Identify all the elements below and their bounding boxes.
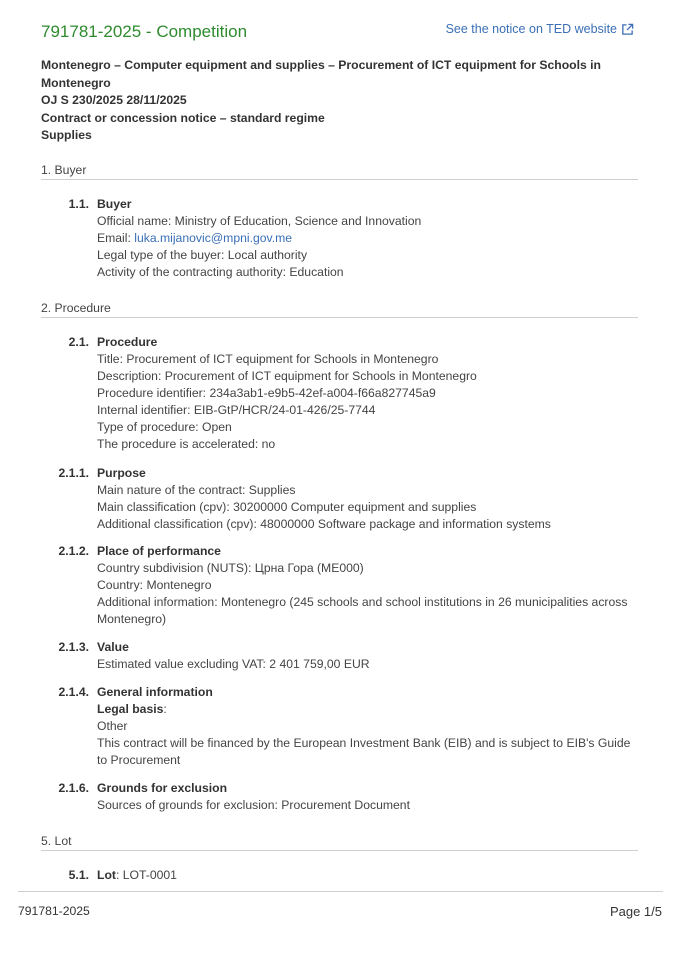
- subsection-title: Place of performance: [97, 544, 221, 558]
- procedure-description: Description: Procurement of ICT equipment for Schools in Montenegro: [97, 369, 477, 383]
- legal-basis-line: [97, 701, 637, 718]
- external-link-icon: [621, 23, 634, 36]
- buyer-official-name: Official name: Ministry of Education, Science and Innovation: [97, 214, 422, 228]
- procedure-accelerated: The procedure is accelerated: no: [97, 437, 276, 451]
- procedure-internal-identifier: Internal identifier: EIB-GtP/HCR/24-01-426/25-7744: [97, 403, 376, 417]
- financing-info: This contract will be financed by the European Investment Bank (EIB) and is subject to EIB's Guide to Procurement: [97, 736, 631, 767]
- subsection-number: 2.1.: [68, 335, 89, 349]
- footer-page-number: Page 1/5: [609, 904, 662, 919]
- email-label: Email:: [97, 231, 135, 245]
- subsection-title: General information: [97, 685, 213, 699]
- footer-notice-id: 791781-2025: [18, 904, 90, 918]
- subsection-number: 2.1.1.: [58, 466, 89, 480]
- place-nuts: Country subdivision (NUTS): Црна Гора (ME000): [97, 561, 364, 575]
- section-procedure-heading: 2. Procedure: [41, 301, 638, 318]
- subsection-body: [97, 684, 637, 769]
- purpose-additional-classification: Additional classification (cpv): 48000000 Software package and information systems: [97, 517, 551, 531]
- subsection-number: 5.1.: [68, 868, 89, 882]
- notice-subject: Montenegro – Computer equipment and supplies – Procurement of ICT equipment for Schools in Montenegro: [41, 58, 601, 90]
- buyer-email-line: [97, 230, 637, 247]
- notice-type: Contract or concession notice – standard regime: [41, 110, 325, 125]
- ted-notice-link[interactable]: [446, 22, 634, 36]
- subsection-title: Grounds for exclusion: [97, 781, 228, 795]
- subsection-body: [97, 334, 637, 453]
- grounds-source: Sources of grounds for exclusion: Procurement Document: [97, 798, 410, 812]
- section-buyer-heading: 1. Buyer: [41, 163, 638, 180]
- buyer-activity: Activity of the contracting authority: Education: [97, 265, 344, 279]
- subsection-number: 2.1.4.: [58, 685, 89, 699]
- notice-nature: Supplies: [41, 128, 92, 142]
- page-title: 791781-2025 - Competition: [41, 22, 248, 41]
- lot-label: Lot: [97, 868, 116, 882]
- legal-basis-value: Other: [97, 719, 128, 733]
- subsection-body: [97, 639, 637, 673]
- subsection-title: Procedure: [97, 335, 158, 349]
- procedure-title: Title: Procurement of ICT equipment for Schools in Montenegro: [97, 352, 439, 366]
- subsection-body: [97, 196, 637, 281]
- notice-oj-reference: OJ S 230/2025 28/11/2025: [41, 93, 187, 107]
- procedure-type: Type of procedure: Open: [97, 420, 232, 434]
- subsection-body: [97, 867, 637, 884]
- estimated-value: Estimated value excluding VAT: 2 401 759,00 EUR: [97, 657, 370, 671]
- buyer-legal-type: Legal type of the buyer: Local authority: [97, 248, 308, 262]
- subsection-number: 2.1.3.: [58, 640, 89, 654]
- section-lot-heading: 5. Lot: [41, 834, 638, 851]
- place-additional-info: Additional information: Montenegro (245 schools and school institutions in 26 municipalities across Montenegro): [97, 595, 628, 626]
- subsection-number: 1.1.: [68, 197, 89, 211]
- notice-heading: [41, 57, 641, 145]
- subsection-body: [97, 543, 637, 628]
- subsection-body: [97, 780, 637, 814]
- subsection-body: [97, 465, 637, 533]
- subsection-number: 2.1.6.: [58, 781, 89, 795]
- legal-basis-label: Legal basis: [97, 702, 164, 716]
- lot-value: : LOT-0001: [115, 868, 177, 882]
- procedure-identifier: Procedure identifier: 234a3ab1-e9b5-42ef-a004-f66a827745a9: [97, 386, 436, 400]
- subsection-title: Value: [97, 640, 129, 654]
- ted-link-label: See the notice on TED website: [445, 22, 617, 36]
- footer-divider: [18, 891, 663, 892]
- purpose-main-nature: Main nature of the contract: Supplies: [97, 483, 296, 497]
- subsection-title: Buyer: [97, 197, 132, 211]
- buyer-email-link[interactable]: luka.mijanovic@mpni.gov.me: [134, 231, 293, 245]
- purpose-main-classification: Main classification (cpv): 30200000 Computer equipment and supplies: [97, 500, 477, 514]
- subsection-number: 2.1.2.: [58, 544, 89, 558]
- lot-line: [97, 867, 637, 884]
- place-country: Country: Montenegro: [97, 578, 212, 592]
- subsection-title: Purpose: [97, 466, 146, 480]
- legal-basis-colon: :: [163, 702, 167, 716]
